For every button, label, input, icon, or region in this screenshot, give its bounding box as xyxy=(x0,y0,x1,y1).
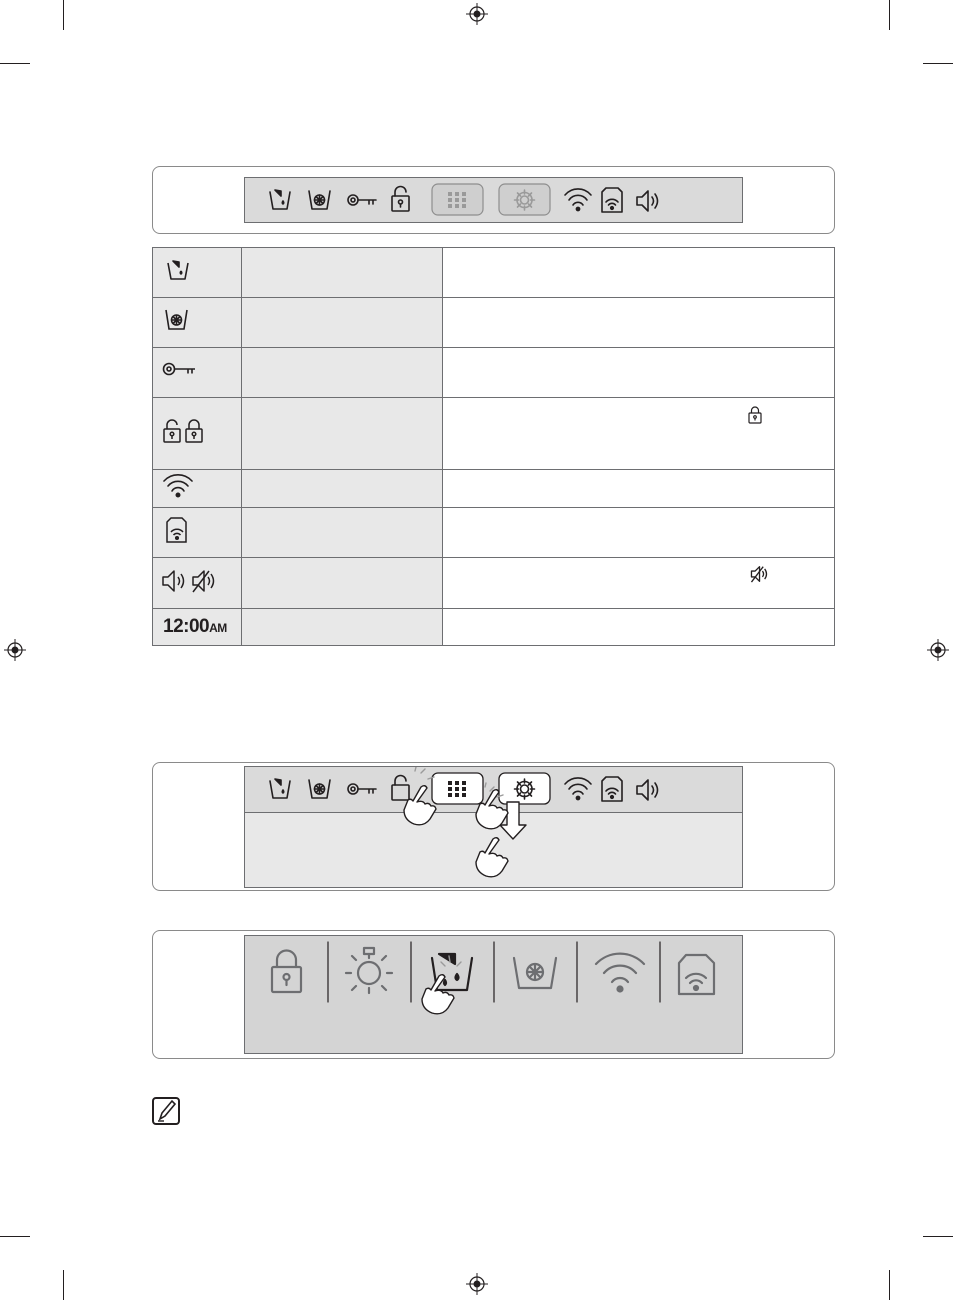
speaker-icon[interactable] xyxy=(637,780,658,800)
status-bar xyxy=(244,177,743,223)
crop-mark xyxy=(889,0,890,30)
legend-icon-cell xyxy=(153,298,242,348)
legend-icon-cell xyxy=(153,508,242,558)
ice-maker-icon xyxy=(163,307,193,333)
crop-mark xyxy=(923,1236,953,1237)
grid-menu-icon xyxy=(448,781,466,797)
table-row xyxy=(153,298,835,348)
legend-name-cell xyxy=(242,398,443,470)
speaker-mute-icon xyxy=(750,564,772,584)
legend-name-cell xyxy=(242,248,443,298)
icon-legend-table xyxy=(152,247,835,646)
speaker-icon[interactable] xyxy=(637,191,658,211)
legend-description-cell xyxy=(443,348,835,398)
table-row xyxy=(153,508,835,558)
ice-maker-icon[interactable] xyxy=(309,191,330,209)
legend-description-cell xyxy=(443,398,835,470)
speaker-mute-icon xyxy=(191,568,221,594)
status-bar-expanded xyxy=(244,766,743,888)
crop-mark xyxy=(0,63,30,64)
clock-display xyxy=(163,616,227,637)
wifi-icon xyxy=(162,473,194,499)
crop-mark xyxy=(63,1270,64,1300)
unlock-icon[interactable] xyxy=(392,187,409,212)
legend-icon-cell xyxy=(153,470,242,508)
table-row xyxy=(153,348,835,398)
legend-name-cell xyxy=(242,508,443,558)
legend-name-cell xyxy=(242,470,443,508)
legend-icon-cell xyxy=(153,398,242,470)
light-bulb-icon[interactable] xyxy=(346,948,392,993)
crop-mark xyxy=(889,1270,890,1300)
wifi-icon[interactable] xyxy=(596,954,644,992)
legend-description-cell xyxy=(443,558,835,609)
ice-maker-icon[interactable] xyxy=(514,958,556,988)
crop-mark xyxy=(63,0,64,30)
unlock-icon[interactable] xyxy=(392,776,409,801)
key-icon xyxy=(161,360,201,380)
crop-mark xyxy=(923,63,953,64)
crop-mark xyxy=(0,1236,30,1237)
registration-mark-icon xyxy=(4,639,26,661)
speaker-icon xyxy=(161,568,191,594)
lock-icon xyxy=(748,406,762,424)
legend-name-cell xyxy=(242,298,443,348)
table-row xyxy=(153,558,835,609)
clock-ampm: AM xyxy=(209,621,227,635)
cup-water-icon[interactable] xyxy=(270,779,290,798)
legend-description-cell xyxy=(443,508,835,558)
legend-name-cell xyxy=(242,609,443,646)
grid-menu-icon xyxy=(448,192,466,208)
legend-name-cell xyxy=(242,558,443,609)
table-row xyxy=(153,398,835,470)
touch-hand-icon xyxy=(476,838,508,877)
table-row xyxy=(153,248,835,298)
registration-mark-icon xyxy=(466,3,488,25)
phone-wifi-icon[interactable] xyxy=(602,188,622,212)
registration-mark-icon xyxy=(927,639,949,661)
lock-icon[interactable] xyxy=(272,951,301,993)
ice-maker-icon[interactable] xyxy=(309,780,330,798)
legend-icon-cell xyxy=(153,348,242,398)
registration-mark-icon xyxy=(466,1273,488,1295)
key-icon[interactable] xyxy=(348,195,376,205)
phone-wifi-icon xyxy=(165,516,191,544)
legend-description-cell xyxy=(443,298,835,348)
legend-icon-cell xyxy=(153,248,242,298)
legend-icon-cell xyxy=(153,609,242,646)
legend-name-cell xyxy=(242,348,443,398)
legend-icon-cell xyxy=(153,558,242,609)
clock-time: 12:00 xyxy=(163,616,210,637)
note-pencil-icon xyxy=(151,1096,181,1126)
table-row xyxy=(153,470,835,508)
phone-wifi-icon[interactable] xyxy=(602,777,622,801)
unlock-icon xyxy=(162,418,184,444)
legend-description-cell xyxy=(443,470,835,508)
cup-water-icon[interactable] xyxy=(270,190,290,209)
wifi-icon[interactable] xyxy=(565,778,591,800)
wifi-icon[interactable] xyxy=(565,189,591,211)
key-icon[interactable] xyxy=(348,784,376,794)
table-row xyxy=(153,609,835,646)
legend-description-cell xyxy=(443,609,835,646)
lock-icon xyxy=(184,418,206,444)
phone-wifi-icon[interactable] xyxy=(679,955,714,994)
legend-description-cell xyxy=(443,248,835,298)
touch-hand-icon xyxy=(422,975,454,1014)
quick-panel xyxy=(244,935,743,1054)
cup-water-icon xyxy=(165,257,195,283)
